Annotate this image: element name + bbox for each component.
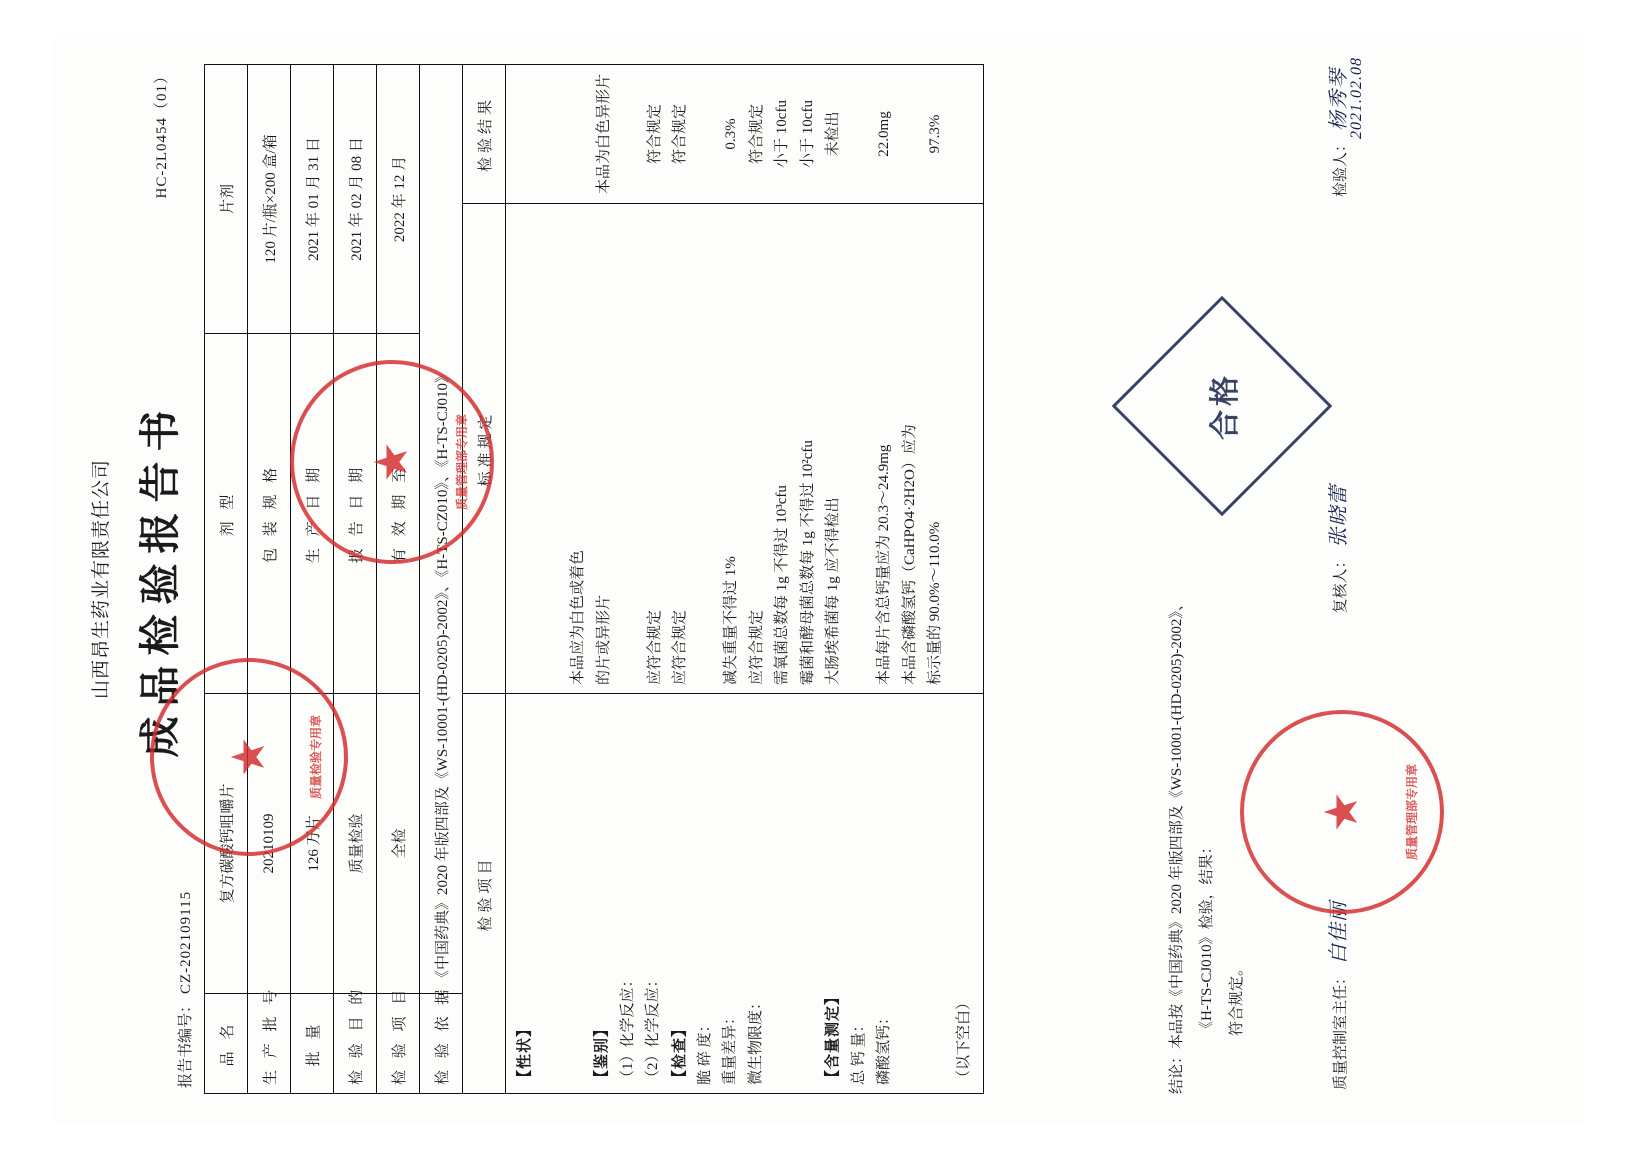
star-icon: ★ [223, 736, 274, 778]
inspector-label: 检验人： [1333, 137, 1349, 198]
spacer [694, 212, 720, 685]
cell-label: 有 效 期 至 [377, 334, 420, 694]
report-number [174, 891, 195, 1088]
standard-text: 应符合规定 [646, 609, 663, 685]
spacer [541, 73, 567, 195]
column-header-standard: 标准规定 [463, 204, 506, 694]
standard-column [506, 204, 984, 694]
table-row [205, 65, 248, 1094]
inspection-table [204, 64, 984, 1094]
spacer [694, 73, 720, 195]
qc-director-signature [1322, 901, 1351, 1090]
cell-value: 126 万片 [291, 694, 334, 994]
item-label: （1）化学反应： [619, 972, 636, 1085]
item-label: 重量差异： [722, 1009, 739, 1085]
page-title: 成品检验报告书 [137, 400, 183, 758]
seal-subtext: 质量管理部专用章 [455, 414, 469, 511]
spacer [617, 73, 643, 195]
item-label [769, 702, 795, 1085]
qc-director-value: 白佳丽 [1328, 900, 1350, 964]
standard-text: 霉菌和酵母菌总数每 1g 不得过 10²cfu [799, 440, 816, 685]
table-row [248, 65, 291, 1094]
spacer [847, 73, 873, 195]
conclusion-block [1162, 64, 1252, 1094]
result-text: 97.3% [927, 114, 944, 154]
verdict-stamp [1112, 296, 1333, 517]
cell-value: 2022 年 12 月 [377, 65, 420, 334]
basis-value: 《中国药典》2020 年版四部及《WS-10001-(HD-0205)-2002》、《H-TS-CZ010》、《H-TS-CJ010》 [420, 65, 463, 994]
table-row-basis [420, 65, 463, 1094]
conclusion-line-1: 结论：本品按《中国药典》2020 年版四部及《WS-10001-(HD-0205)-2002》、 [1169, 596, 1185, 1094]
item-label [795, 702, 821, 1085]
standard-text: 减失重量不得过 1% [723, 556, 740, 685]
standard-text: 需氧菌总数每 1g 不得过 10³cfu [774, 485, 791, 685]
blank-note: （以下空白） [956, 994, 972, 1085]
result-text: 未检出 [825, 111, 842, 157]
cell-value: 质量检验 [334, 694, 377, 994]
table-row [377, 65, 420, 1094]
item-label [564, 702, 590, 1085]
item-label: 微生物限度： [747, 994, 764, 1085]
item-label: 总 钙 量： [850, 1017, 867, 1085]
document-number: HC-2L0454（01） [154, 68, 170, 199]
cell-value: 2021 年 02 月 08 日 [334, 65, 377, 334]
result-column [506, 65, 984, 204]
seal-subtext: 质量管理部专用章 [1405, 764, 1419, 861]
table-row [291, 65, 334, 1094]
result-text [566, 73, 592, 195]
cell-value: 片剂 [205, 65, 248, 334]
seal-subtext: 质量检验专用章 [309, 715, 323, 800]
cell-value: 复方碳酸钙咀嚼片 [205, 694, 248, 994]
cell-label: 品 名 [205, 994, 248, 1094]
report-number-label: 报告书编号： [178, 997, 194, 1088]
standard-text: 标示量的 90.0%～110.0% [927, 521, 944, 685]
cell-value: 全检 [377, 694, 420, 994]
cell-label: 生 产 日 期 [291, 334, 334, 694]
standard-text: 本品应为白色或着色 [570, 549, 587, 685]
report-number-value: CZ-202109115 [178, 890, 194, 994]
cell-value: 120 片/瓶×200 盒/箱 [248, 65, 291, 334]
document-body [54, 34, 1584, 1124]
spacer [847, 212, 873, 685]
item-label [898, 702, 924, 1085]
standard-text: 应符合规定 [748, 609, 765, 685]
signature-row [1322, 57, 1365, 1090]
cell-label: 报 告 日 期 [334, 334, 377, 694]
conclusion-line-3: 符合规定。 [1229, 960, 1245, 1036]
table-row [334, 65, 377, 1094]
item-label: （2）化学反应： [645, 972, 661, 1085]
result-text: 0.3% [723, 118, 740, 150]
cell-label: 包 装 规 格 [248, 334, 291, 694]
result-text: 符合规定 [646, 104, 663, 165]
cell-value: 20210109 [248, 694, 291, 994]
standard-text: 应符合规定 [672, 609, 689, 685]
standard-text: 的片或异形片 [595, 594, 612, 685]
table-header-row [463, 65, 506, 1094]
cell-label: 批 量 [291, 994, 334, 1094]
star-icon: ★ [366, 441, 417, 483]
section-title: 【性状】 [517, 1020, 533, 1085]
conclusion-line-2: 《H-TS-CJ010》检验，结果： [1199, 839, 1215, 1036]
result-text: 符合规定 [672, 104, 689, 165]
standard-text: 大肠埃希菌每 1g 应不得检出 [825, 497, 842, 685]
standard-text: 本品每片含总钙量应为 20.3～24.9mg [876, 444, 893, 685]
reviewer-label: 复核人： [1333, 553, 1349, 614]
items-column [506, 694, 984, 1094]
table-body-row [506, 65, 984, 1094]
reviewer-value: 张晓蕾 [1328, 484, 1350, 548]
spacer [541, 212, 567, 685]
cell-label: 检 验 项 目 [377, 994, 420, 1094]
qc-director-label: 质量控制室主任： [1333, 969, 1349, 1090]
result-text [898, 73, 924, 195]
standard-text: 本品含磷酸氢钙（CaHPO4·2H2O）应为 [901, 424, 918, 685]
cell-value: 2021 年 01 月 31 日 [291, 65, 334, 334]
result-text: 小于 10cfu [774, 100, 791, 168]
result-text: 小于 10cfu [799, 100, 816, 168]
company-name: 山西昂生药业有限责任公司 [91, 459, 112, 700]
result-text: 22.0mg [876, 111, 893, 157]
section-title: 【检查】 [671, 1020, 688, 1085]
result-text: 符合规定 [748, 104, 765, 165]
item-label [538, 702, 564, 1085]
star-icon: ★ [1316, 791, 1367, 833]
result-text: 本品为白色异形片 [595, 74, 612, 195]
column-header-item: 检验项目 [463, 694, 506, 1094]
basis-label: 检 验 依 据 [420, 994, 463, 1094]
section-title: 【含量测定】 [825, 988, 842, 1085]
cell-label: 剂 型 [205, 334, 248, 694]
verdict-stamp-text: 合格 [1209, 372, 1242, 440]
spacer [617, 212, 643, 685]
cell-label: 生 产 批 号 [248, 994, 291, 1094]
column-header-result: 检验结果 [463, 65, 506, 204]
inspector-value: 杨秀琴 [1328, 68, 1350, 132]
section-title: 【鉴别】 [594, 1020, 611, 1085]
cell-label: 检 验 目 的 [334, 994, 377, 1094]
inspector-date: 2021.02.08 [1348, 57, 1365, 140]
item-label: 磷酸氢钙： [876, 1009, 892, 1085]
inspector-signature [1322, 57, 1365, 198]
scanned-document [54, 34, 1584, 1124]
item-label: 脆 碎 度： [696, 1017, 713, 1085]
reviewer-signature [1322, 485, 1351, 614]
